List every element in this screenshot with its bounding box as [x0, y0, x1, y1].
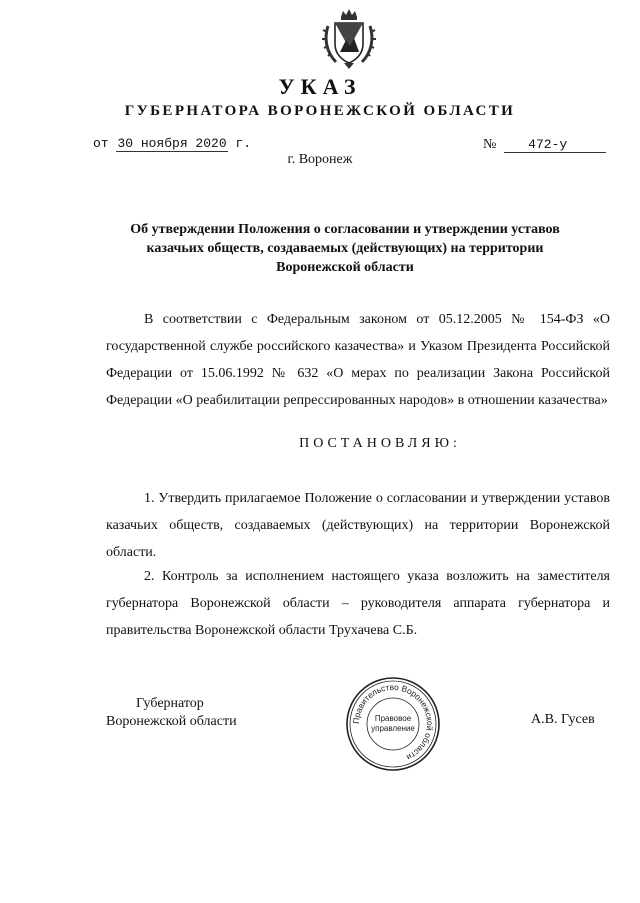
decree-item-2: 2. Контроль за исполнением настоящего указа возложить на заместителя губернатора Воронежской области – руководителя аппарата губернатора и правительства Воронежской области Трухачева С.Б.: [106, 569, 610, 638]
date-value: 30 ноября 2020: [117, 136, 227, 151]
document-city: г. Воронеж: [287, 152, 353, 167]
document-date: [93, 136, 251, 151]
date-suffix: г.: [235, 136, 252, 151]
document-type-title: УКАЗ: [278, 74, 362, 99]
stamp-center-line1: Правовое: [374, 714, 412, 723]
issuer-subtitle: ГУБЕРНАТОРА ВОРОНЕЖСКОЙ ОБЛАСТИ: [124, 103, 516, 119]
stamp-center-line2: управление: [371, 724, 415, 733]
coat-of-arms-icon: [322, 8, 376, 70]
document-heading: Об утверждении Положения о согласовании и утверждении уставов казачьих обществ, создаваемых (действующих) на территории Воронежской области: [130, 222, 560, 275]
document-number: [483, 137, 606, 153]
preamble-paragraph: В соответствии с Федеральным законом от 05.12.2005 № 154-ФЗ «О государственной службе российского казачества» и Указом Президента Российской Федерации от 15.06.1992 № 632 «О мерах по реализации Закона Российской Федерации «О реабилитации репрессированных народов» в отношении казачества»: [106, 312, 610, 408]
official-stamp: [345, 676, 441, 772]
signatory-position-line2: Воронежской области: [106, 714, 237, 729]
number-sign: №: [483, 137, 497, 152]
decree-word: ПОСТАНОВЛЯЮ:: [299, 436, 461, 451]
stamp-ring-text: Правительство Воронежской области: [350, 681, 436, 763]
signatory-name: А.В. Гусев: [531, 712, 595, 727]
signatory-position: [106, 695, 237, 731]
signatory-position-line1: Губернатор: [136, 696, 204, 711]
decree-item-1: 1. Утвердить прилагаемое Положение о согласовании и утверждении уставов казачьих обществ, создаваемых (действующих) на территории Воронежской области.: [106, 491, 610, 560]
date-prefix: от: [93, 136, 109, 151]
number-value: 472-у: [504, 137, 606, 153]
